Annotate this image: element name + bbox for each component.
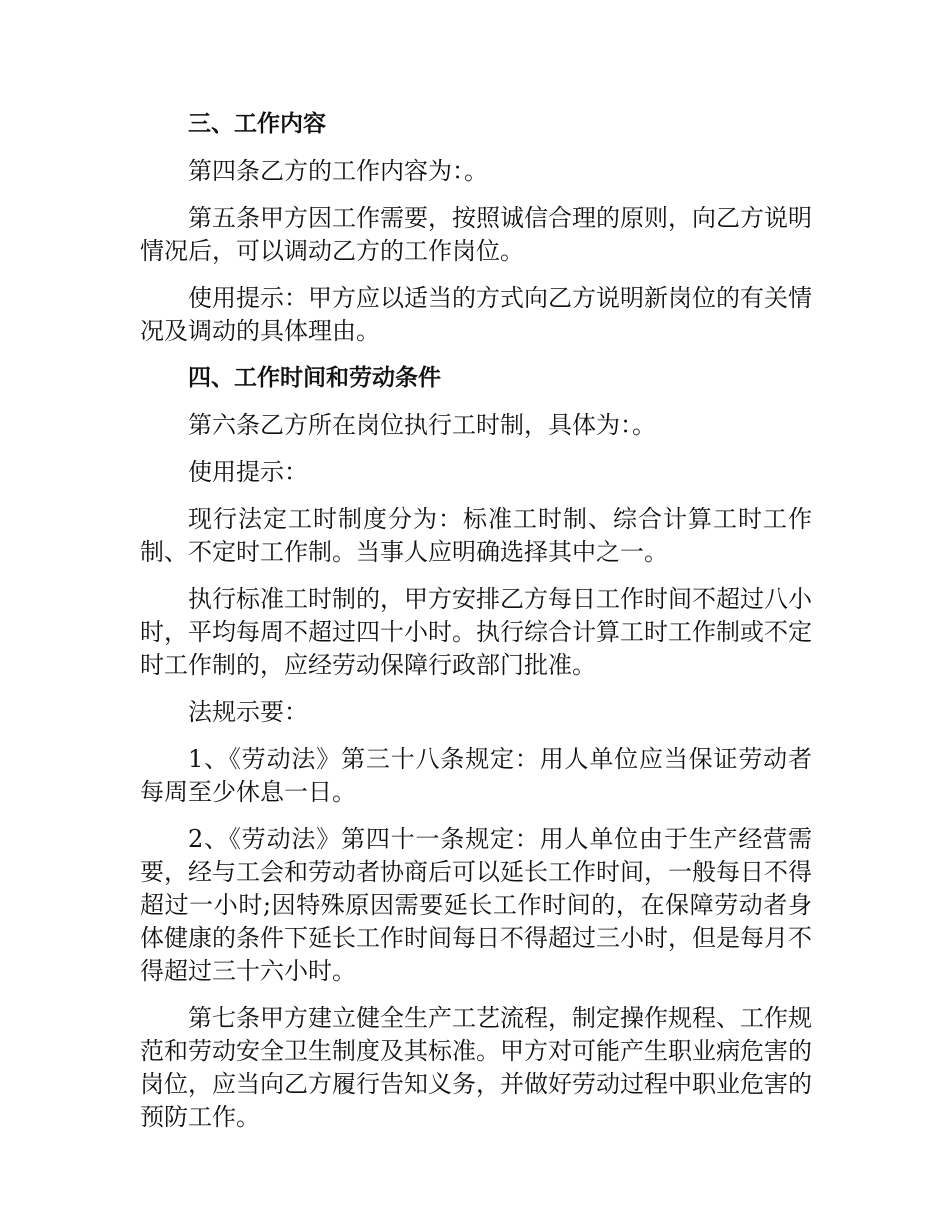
article-6-paragraph: 第六条乙方所在岗位执行工时制，具体为：。 (188, 411, 656, 439)
work-hour-system-paragraph: 现行法定工时制度分为：标准工时制、综合计算工时工作制、不定时工作制。当事人应明确选择其中之一。 (140, 505, 812, 566)
standard-hours-paragraph: 执行标准工时制的，甲方安排乙方每日工作时间不超过八小时，平均每周不超过四十小时。执行综合计算工时工作制或不定时工作制的，应经劳动保障行政部门批准。 (140, 585, 812, 679)
usage-tip-label: 使用提示： (188, 458, 308, 486)
regulation-label: 法规示要： (188, 698, 308, 726)
document-body (140, 108, 812, 1148)
article-7-paragraph: 第七条甲方建立健全生产工艺流程，制定操作规程、工作规范和劳动安全卫生制度及其标准。甲方对可能产生职业病危害的岗位，应当向乙方履行告知义务，并做好劳动过程中职业危害的预防工作。 (140, 1004, 812, 1131)
section-heading-work-content: 三、工作内容 (188, 111, 326, 137)
regulation-item-2: 2、《劳动法》第四十一条规定：用人单位由于生产经营需要，经与工会和劳动者协商后可以延长工作时间，一般每日不得超过一小时;因特殊原因需要延长工作时间的，在保障劳动者身体健康的条件下延长工作时间每日不得超过三小时，但是每月不得超过三十六小时。 (140, 825, 812, 985)
article-5-paragraph: 第五条甲方因工作需要，按照诚信合理的原则，向乙方说明情况后，可以调动乙方的工作岗位。 (140, 204, 812, 265)
usage-tip-paragraph: 使用提示：甲方应以适当的方式向乙方说明新岗位的有关情况及调动的具体理由。 (140, 284, 812, 345)
regulation-item-1: 1、《劳动法》第三十八条规定：用人单位应当保证劳动者每周至少休息一日。 (140, 745, 812, 806)
section-heading-work-hours: 四、工作时间和劳动条件 (188, 365, 441, 391)
article-4-paragraph: 第四条乙方的工作内容为：。 (188, 157, 488, 185)
